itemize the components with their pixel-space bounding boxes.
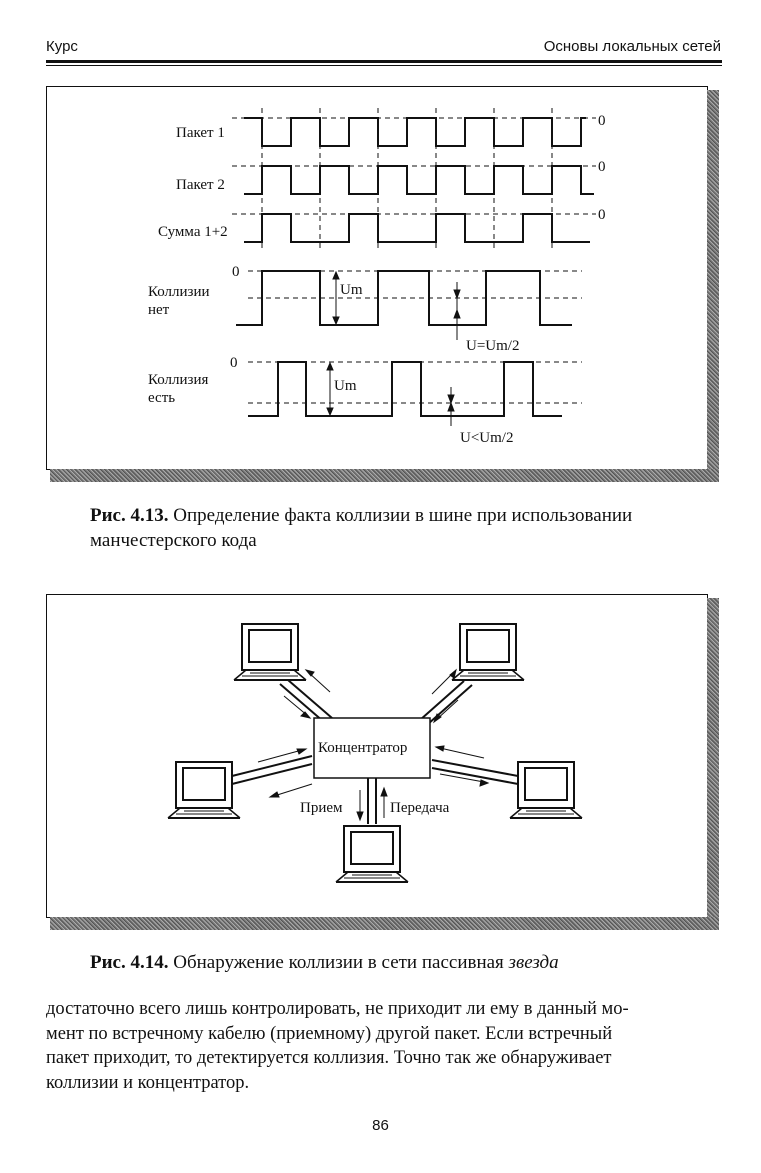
zero-sum: 0 bbox=[598, 207, 606, 223]
label-hub: Концентратор bbox=[318, 740, 408, 756]
body-paragraph bbox=[46, 997, 722, 1095]
body-line-2: мент по встречному кабелю (приемному) другой пакет. Если встречный bbox=[46, 1023, 613, 1044]
caption-4-14-italic: звезда bbox=[508, 952, 559, 973]
computer-right bbox=[510, 762, 582, 818]
header-title: Основы локальных сетей bbox=[543, 38, 721, 55]
caption-4-13-number: Рис. 4.13. bbox=[90, 505, 169, 526]
label-sum: Сумма 1+2 bbox=[158, 224, 228, 240]
label-no-collision-2: нет bbox=[148, 302, 170, 318]
caption-4-14-text: Обнаружение коллизии в сети пассивная bbox=[168, 952, 509, 973]
zero-collision: 0 bbox=[230, 355, 238, 371]
body-line-4: коллизии и концентратор. bbox=[46, 1072, 250, 1093]
label-no-collision-1: Коллизии bbox=[148, 284, 210, 300]
computer-top-left bbox=[234, 624, 306, 680]
zero-no-collision: 0 bbox=[232, 264, 240, 280]
caption-4-13-text-1: Определение факта коллизии в шине при использовании bbox=[168, 505, 633, 526]
caption-4-13-text-2: манчестерского кода bbox=[90, 530, 257, 551]
header-course: Курс bbox=[46, 38, 78, 55]
label-u-eq: U=Um/2 bbox=[466, 338, 520, 354]
label-um-2: Um bbox=[334, 378, 357, 394]
label-um-1: Um bbox=[340, 282, 363, 298]
label-collision-1: Коллизия bbox=[148, 372, 209, 388]
zero-packet1: 0 bbox=[598, 113, 606, 129]
label-packet2: Пакет 2 bbox=[176, 177, 225, 193]
label-packet1: Пакет 1 bbox=[176, 125, 225, 141]
label-collision-2: есть bbox=[148, 390, 176, 406]
label-transmit: Передача bbox=[390, 800, 450, 816]
computer-bottom bbox=[336, 826, 408, 882]
body-line-1: достаточно всего лишь контролировать, не приходит ли ему в данный мо- bbox=[46, 999, 629, 1019]
computer-left bbox=[168, 762, 240, 818]
page-number: 86 bbox=[372, 1117, 389, 1134]
computer-top-right bbox=[452, 624, 524, 680]
caption-4-14-number: Рис. 4.14. bbox=[90, 952, 169, 973]
body-line-3: пакет приходит, то детектируется коллизия. Точно так же обнаруживает bbox=[46, 1048, 612, 1068]
label-receive: Прием bbox=[300, 800, 343, 816]
label-u-lt: U<Um/2 bbox=[460, 430, 514, 446]
zero-packet2: 0 bbox=[598, 159, 606, 175]
figure-4-14-caption bbox=[90, 950, 720, 975]
